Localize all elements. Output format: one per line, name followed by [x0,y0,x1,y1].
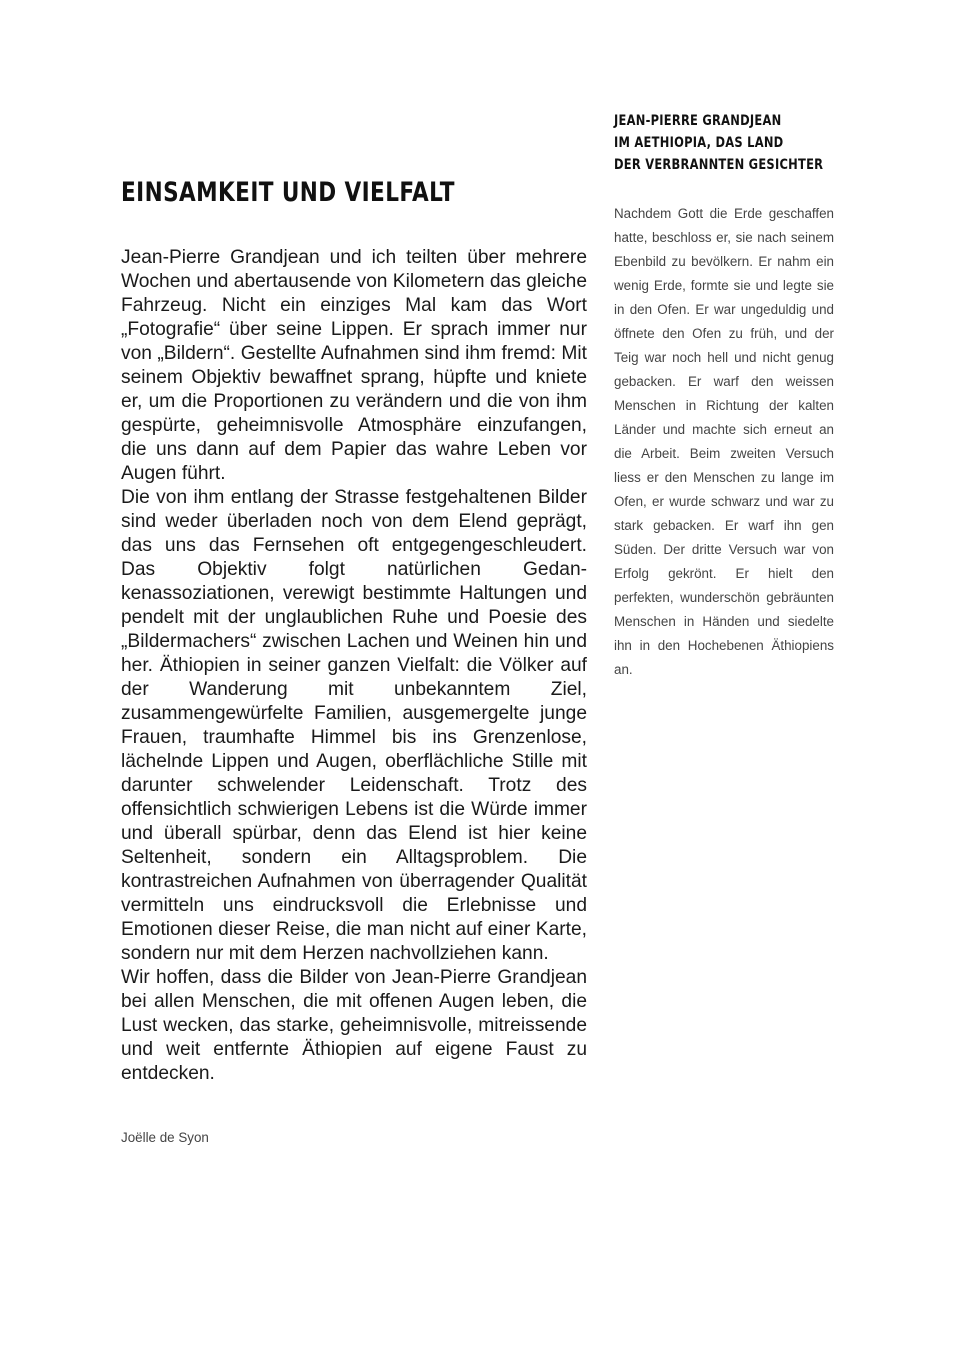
body-paragraph: Jean-Pierre Grandjean und ich teilten über mehrere Wochen und abertausende von Kilometern das gleiche Fahrzeug. Nicht ein einziges Mal kam das Wort „Fotografie“ über seine Lippen. Er sprach immer nur von „Bildern“. Gestellte Aufnahmen sind ihm fremd: Mit seinem Objektiv bewaffnet sprang, hüpfte und kniete er, um die Proportionen zu verändern und die von ihm gespürte, geheimnisvolle Atmosphäre einzufangen, die uns dann auf dem Papier das wahre Leben vor Augen führt. [121,247,587,484]
body-paragraph: Die von ihm entlang der Strasse festgehaltenen Bilder sind weder überladen noch von dem Elend geprägt, das uns das Fernsehen oft entgegengeschleudert. Das Objektiv folgt natürlichen Gedankenassoziationen, verewigt bestimmte Haltungen und pendelt mit der unglaublichen Ruhe und Poesie des „Bildermachers“ zwischen Lachen und Weinen hin und her. Äthiopien in seiner ganzen Vielfalt: die Völker auf der Wanderung mit unbekanntem Ziel, zusammengewürfelte Familien, ausgemergelte junge Frauen, traumhafte Himmel bis ins Grenzenlose, lächelnde Lippen und Augen, oberflächliche Stille mit darunter schwelender Leidenschaft. Trotz des offensichtlich schwierigen Lebens ist die Würde immer und überall spürbar, denn das Elend ist hier keine Seltenheit, sondern ein Alltagsproblem. Die kontrastreichen Aufnahmen von überragender Qualität vermitteln uns eindrucksvoll die Erlebnisse und Emotionen dieser Reise, die man nicht auf einer Karte, sondern nur mit dem Herzen nachvollziehen kann. [121,487,587,964]
sidebar-heading-line: IM AETHIOPIA, DAS LAND [614,135,784,151]
main-body-text [121,246,587,1086]
page-title: EINSAMKEIT UND VIELFALT [121,177,455,208]
sidebar-heading [614,110,824,176]
sidebar-heading-line: DER VERBRANNTEN GESICHTER [614,157,824,173]
body-paragraph: Wir hoffen, dass die Bilder von Jean-Pierre Grandjean bei allen Menschen, die mit offenen Augen leben, die Lust wecken, das starke, geheimnisvolle, mitreissende und weit entfernte Äthiopien auf eigene Faust zu entdecken. [121,967,587,1084]
sidebar-heading-line: JEAN-PIERRE GRANDJEAN [614,113,782,129]
author-signature: Joëlle de Syon [121,1130,209,1145]
sidebar-body-text: Nachdem Gott die Erde geschaffen hatte, beschloss er, sie nach seinem Ebenbild zu bevölkern. Er nahm ein wenig Erde, formte sie und legte sie in den Ofen. Er war ungeduldig und öffnete den Ofen zu früh, und der Teig war noch hell und nicht genug gebacken. Er warf den weissen Menschen in Richtung der kalten Länder und machte sich erneut an die Arbeit. Beim zweiten Versuch liess er den Menschen zu lange im Ofen, er wurde schwarz und war zu stark gebacken. Er warf ihn gen Süden. Der dritte Versuch war von Erfolg gekrönt. Er hielt den perfekten, wunderschön gebräunten Menschen in Händen und siedelte ihn in den Hochebenen Äthiopiens an. [614,206,834,677]
